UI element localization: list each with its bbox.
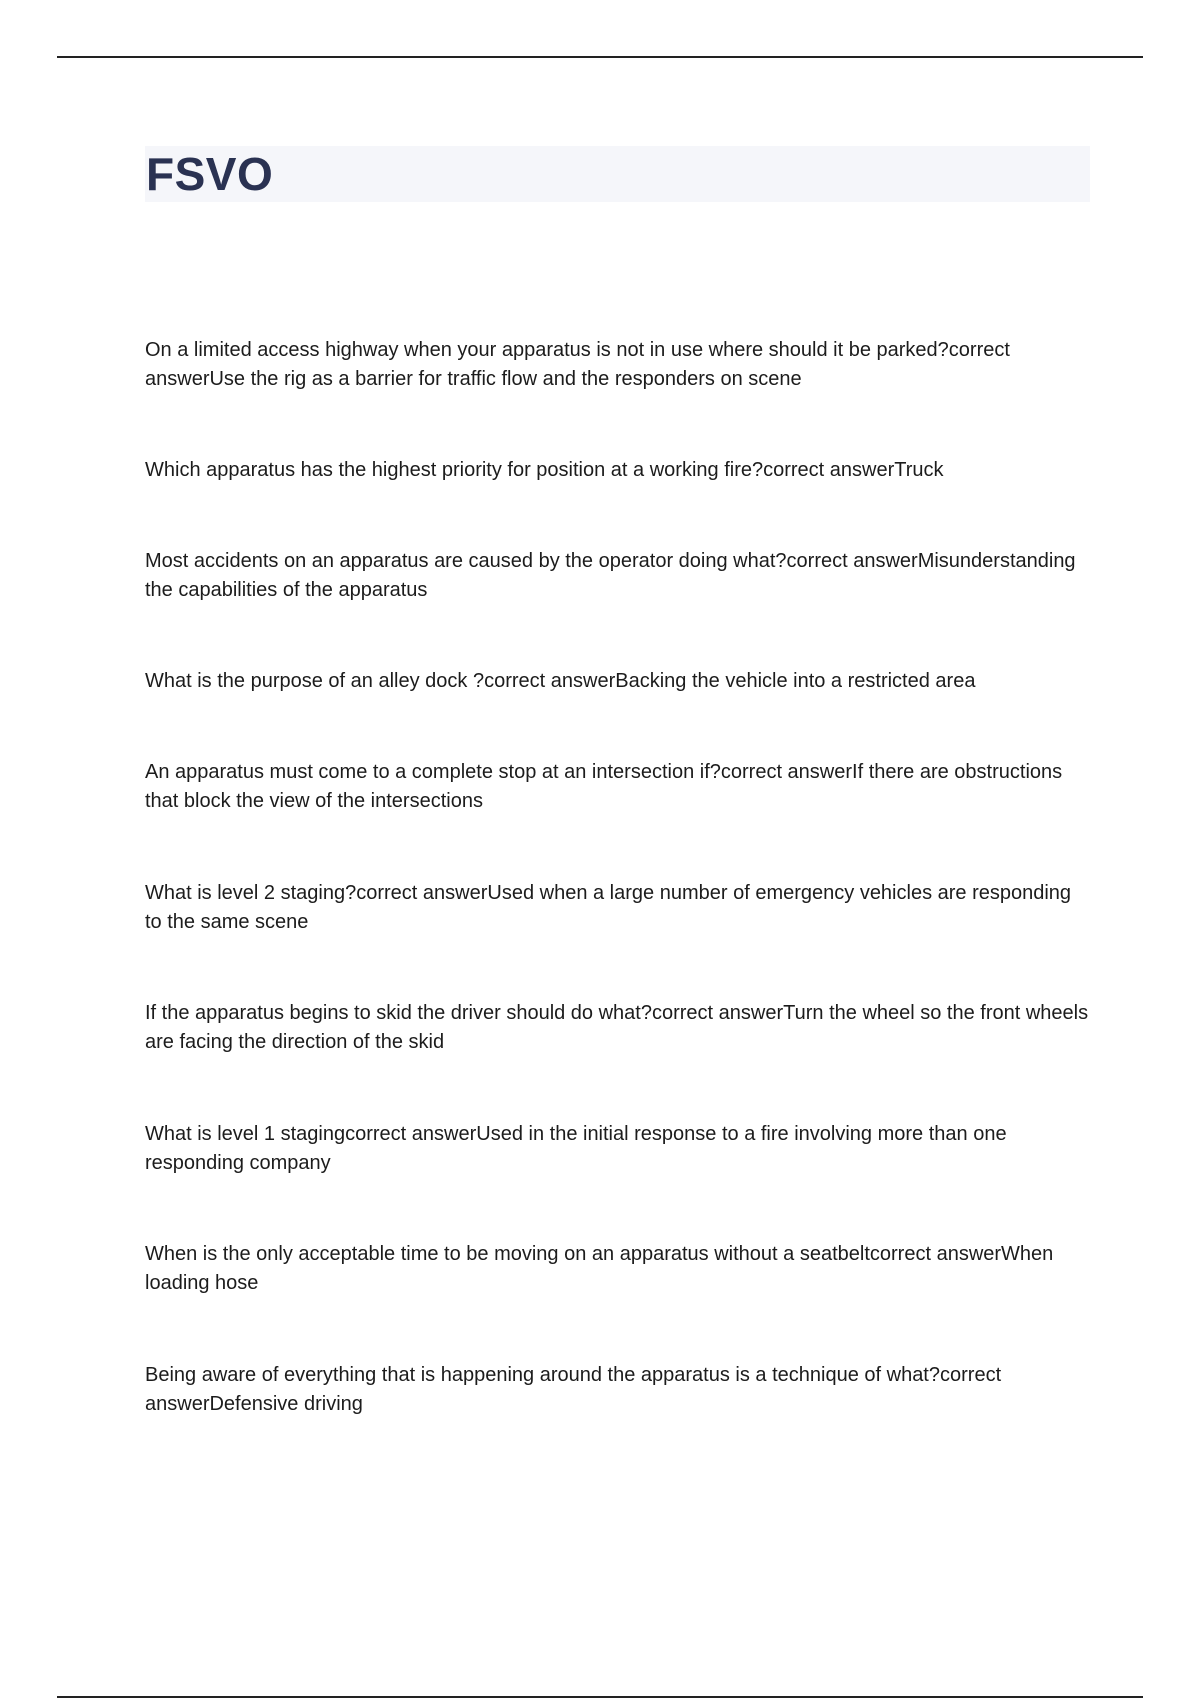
- question-text: When is the only acceptable time to be moving on an apparatus without a seatbelt: [145, 1243, 870, 1265]
- qa-item-4: [145, 667, 1090, 696]
- answer-text: Defensive driving: [209, 1393, 363, 1415]
- answer-text: Turn the wheel so the front wheels are facing the direction of the skid: [145, 1002, 1089, 1053]
- qa-item-2: [145, 456, 1090, 485]
- qa-item-8: [145, 1120, 1090, 1178]
- qa-item-9: [145, 1240, 1090, 1298]
- qa-item-10: [145, 1361, 1090, 1419]
- answer-text: Used when a large number of emergency vehicles are responding to the same scene: [145, 882, 1072, 933]
- top-divider: [57, 56, 1143, 58]
- qa-item-1: [145, 336, 1090, 394]
- question-text: Most accidents on an apparatus are caused by the operator doing what?: [145, 550, 787, 572]
- answer-text: Backing the vehicle into a restricted area: [615, 670, 976, 692]
- qa-item-7: [145, 999, 1090, 1057]
- answer-text: Use the rig as a barrier for traffic flow and the responders on scene: [209, 368, 802, 390]
- question-text: Which apparatus has the highest priority for position at a working fire?: [145, 459, 764, 481]
- answer-separator: correct answer: [145, 1364, 1002, 1415]
- answer-text: If there are obstructions that block the view of the intersections: [145, 761, 1063, 812]
- answer-text: Truck: [894, 459, 944, 481]
- qa-item-6: [145, 879, 1090, 937]
- question-text: Being aware of everything that is happening around the apparatus is a technique of what?: [145, 1364, 940, 1386]
- question-text: An apparatus must come to a complete stop at an intersection if?: [145, 761, 721, 783]
- bottom-divider: [57, 1696, 1143, 1698]
- answer-separator: correct answer: [720, 761, 853, 783]
- answer-text: Misunderstanding the capabilities of the apparatus: [145, 550, 1076, 601]
- qa-item-3: [145, 547, 1090, 605]
- answer-separator: correct answer: [345, 1123, 477, 1145]
- question-text: If the apparatus begins to skid the driver should do what?: [145, 1002, 652, 1024]
- question-text: What is level 1 staging: [145, 1123, 346, 1145]
- answer-text: Used in the initial response to a fire involving more than one responding company: [145, 1123, 1007, 1174]
- answer-separator: correct answer: [763, 459, 895, 481]
- answer-separator: correct answer: [786, 550, 918, 572]
- answer-separator: correct answer: [651, 1002, 784, 1024]
- question-text: What is level 2 staging?: [145, 882, 357, 904]
- answer-separator: correct answer: [145, 339, 1010, 390]
- answer-text: When loading hose: [145, 1243, 1054, 1294]
- qa-item-5: [145, 758, 1090, 816]
- answer-separator: correct answer: [484, 670, 616, 692]
- page-title: FSVO: [146, 148, 274, 200]
- question-text: What is the purpose of an alley dock ?: [145, 670, 485, 692]
- answer-separator: correct answer: [869, 1243, 1002, 1265]
- title-band: [145, 146, 1090, 202]
- question-text: On a limited access highway when your apparatus is not in use where should it be parked?: [145, 339, 949, 361]
- answer-separator: correct answer: [356, 882, 488, 904]
